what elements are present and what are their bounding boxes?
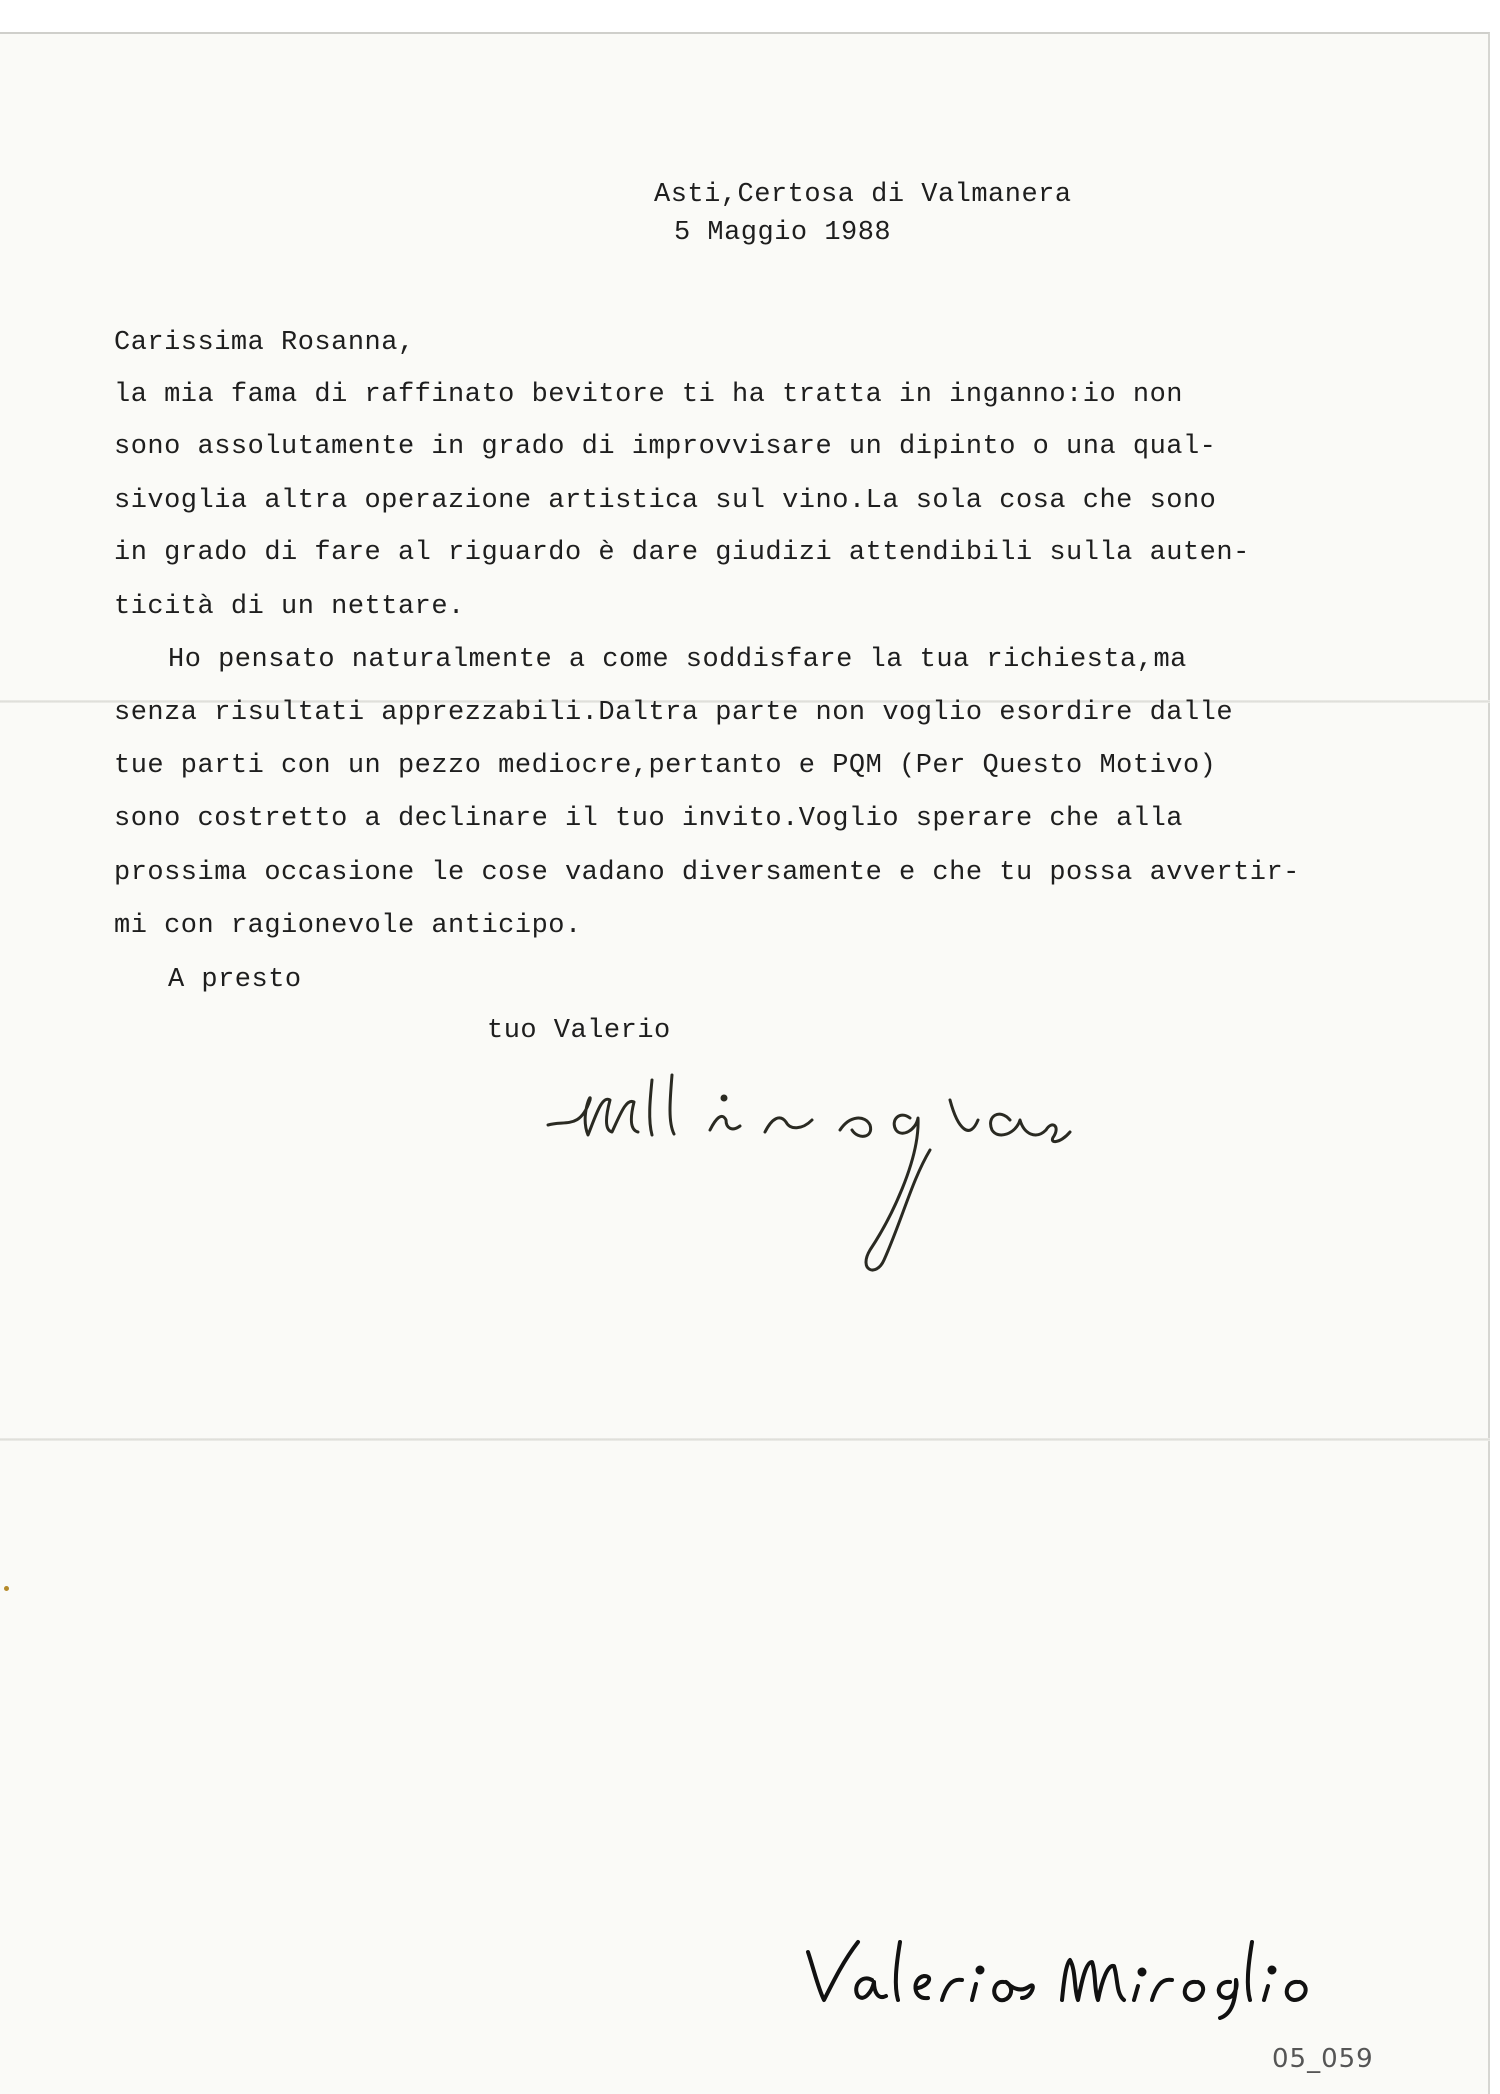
paragraph1-line: sono assolutamente in grado di improvvisare un dipinto o una qual-	[114, 432, 1217, 462]
paragraph1-line: in grado di fare al riguardo è dare giudizi attendibili sulla auten-	[114, 538, 1250, 568]
fold-line-lower	[0, 1438, 1490, 1441]
paragraph2-line: mi con ragionevole anticipo.	[114, 911, 582, 941]
paragraph1-line: la mia fama di raffinato bevitore ti ha tratta in inganno:io non	[114, 380, 1183, 410]
paragraph2-line: Ho pensato naturalmente a come soddisfare la tua richiesta,ma	[168, 645, 1187, 675]
paragraph1-line: sivoglia altra operazione artistica sul vino.La sola cosa che sono	[114, 486, 1217, 516]
letter-place: Asti,Certosa di Valmanera	[654, 180, 1072, 210]
paragraph2-line: tue parti con un pezzo mediocre,pertanto e PQM (Per Questo Motivo)	[114, 751, 1217, 781]
paragraph2-line: sono costretto a declinare il tuo invito.Voglio sperare che alla	[114, 804, 1183, 834]
paragraph2-line: prossima occasione le cose vadano diversamente e che tu possa avvertir-	[114, 858, 1300, 888]
handwritten-name-note	[800, 1930, 1340, 2020]
paragraph1-line: ticità di un nettare.	[114, 592, 465, 622]
letter-signoff: tuo Valerio	[487, 1016, 671, 1046]
letter-closing: A presto	[168, 965, 302, 995]
margin-ink-dot	[4, 1586, 9, 1591]
handwritten-signature	[540, 1060, 1260, 1290]
letter-salutation: Carissima Rosanna,	[114, 328, 415, 358]
archive-number: 05_059	[1272, 2044, 1374, 2074]
letter-date: 5 Maggio 1988	[674, 218, 892, 248]
paragraph2-line: senza risultati apprezzabili.Daltra parte non voglio esordire dalle	[114, 698, 1234, 728]
